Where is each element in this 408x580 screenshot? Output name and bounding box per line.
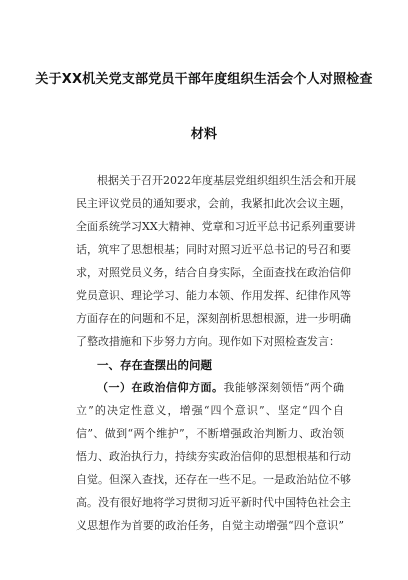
subsection-line: 立”的决定性意义，增强“四个意识”、坚定“四个自 <box>76 404 344 417</box>
subsection-line: 自觉。但深入查找，还存在一些不足。一是政治站位不够 <box>76 473 351 486</box>
intro-line: 根据关于召开2022年度基层党组织组织生活会和开展 <box>97 174 356 187</box>
subsection-first-line <box>97 380 344 396</box>
section-heading: 一、存在查摆出的问题 <box>97 358 212 372</box>
intro-line: 了整改措施和下步努力方向。现作如下对照检查发言： <box>76 335 340 348</box>
document-title-line-2: 材料 <box>190 127 218 142</box>
subsection-first-line-rest: 我能够深刻领悟“两个确 <box>223 381 345 394</box>
intro-line: 求，对照党员义务，结合自身实际，全面查找在政治信仰 <box>76 266 351 279</box>
subsection-line: 信”、做到“两个维护”，不断增强政治判断力、政治领 <box>76 427 344 440</box>
subsection-line: 义思想作为首要的政治任务，自觉主动增强“四个意识” <box>76 519 344 532</box>
intro-line: 话，筑牢了思想根基；同时对照习近平总书记的号召和要 <box>76 243 351 256</box>
intro-line: 党员意识、理论学习、能力本领、作用发挥、纪律作风等 <box>76 289 351 302</box>
intro-line: 民主评议党员的通知要求，会前，我紧扣此次会议主题， <box>76 197 351 210</box>
subsection-line: 悟力、政治执行力，持续夯实政治信仰的思想根基和行动 <box>76 450 351 463</box>
intro-line: 方面存在的问题和不足，深刻剖析思想根源，进一步明确 <box>76 312 351 325</box>
subsection-line: 高。没有很好地将学习贯彻习近平新时代中国特色社会主 <box>76 496 351 509</box>
intro-line: 全面系统学习XX大精神、党章和习近平总书记系列重要讲 <box>76 220 356 233</box>
document-title-line-1: 关于XX机关党支部党员干部年度组织生活会个人对照检查 <box>35 72 373 87</box>
subsection-lead: （一）在政治信仰方面。 <box>97 381 224 394</box>
